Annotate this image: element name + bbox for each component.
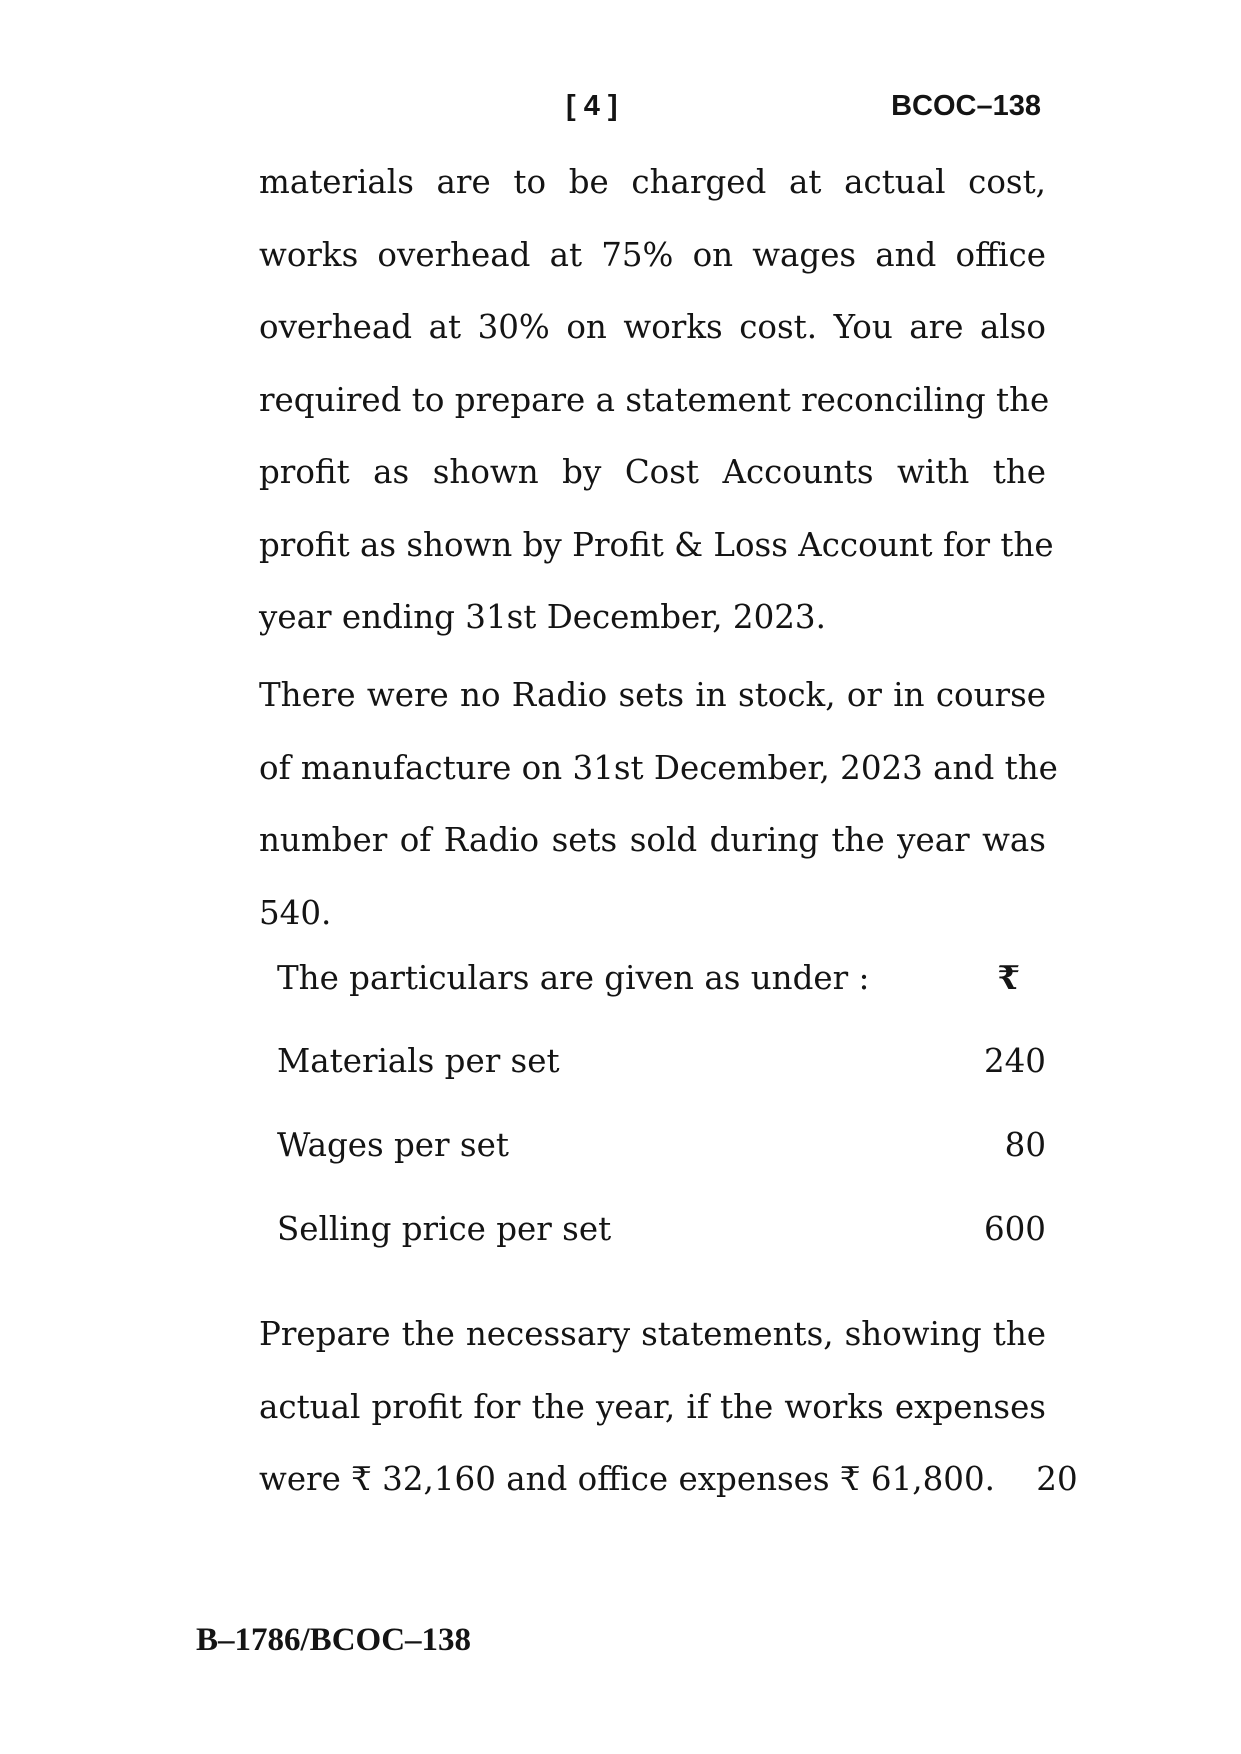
text-line: Prepare the necessary statements, showing the — [259, 1315, 1046, 1353]
text-line: profit as shown by Cost Accounts with the — [259, 453, 1046, 491]
text-line: overhead at 30% on works cost. You are also — [259, 308, 1046, 346]
paragraph-question — [259, 1298, 1078, 1516]
table-row — [277, 1126, 1046, 1210]
text-line: number of Radio sets sold during the year was — [259, 821, 1046, 859]
rupee-symbol: ₹ — [997, 958, 1020, 997]
row-label: Materials per set — [277, 1042, 560, 1080]
footer-code: B–1786/BCOC–138 — [196, 1622, 472, 1658]
row-amount: 600 — [983, 1210, 1046, 1248]
particulars-table — [277, 958, 1046, 1294]
paragraph-stock-info — [259, 659, 1058, 949]
text-line: There were no Radio sets in stock, or in course — [259, 676, 1046, 714]
text-line: works overhead at 75% on wages and office — [259, 235, 1046, 274]
page-number: [ 4 ] — [566, 90, 618, 122]
table-row — [277, 1042, 1046, 1126]
row-amount: 240 — [983, 1042, 1046, 1080]
course-code-header: BCOC–138 — [891, 90, 1041, 122]
text-line: 540. — [259, 893, 332, 932]
text-line: year ending 31st December, 2023. — [259, 598, 826, 636]
text-line: profit as shown by Profit & Loss Account for the — [259, 525, 1054, 564]
text-line: materials are to be charged at actual cost, — [259, 163, 1046, 201]
text-line: required to prepare a statement reconciling the — [259, 380, 1050, 419]
particulars-heading: The particulars are given as under : — [277, 959, 870, 997]
particulars-heading-row — [277, 958, 1046, 1042]
text-line-with-marks: were ₹ 32,160 and office expenses ₹ 61,800. 20 — [259, 1460, 1078, 1498]
paragraph-instructions — [259, 146, 1054, 654]
text-line: of manufacture on 31st December, 2023 and the — [259, 748, 1058, 787]
row-amount: 80 — [1004, 1126, 1046, 1164]
row-label: Wages per set — [277, 1126, 509, 1164]
table-row — [277, 1210, 1046, 1294]
text-line: actual profit for the year, if the works expenses — [259, 1387, 1046, 1426]
row-label: Selling price per set — [277, 1210, 612, 1248]
